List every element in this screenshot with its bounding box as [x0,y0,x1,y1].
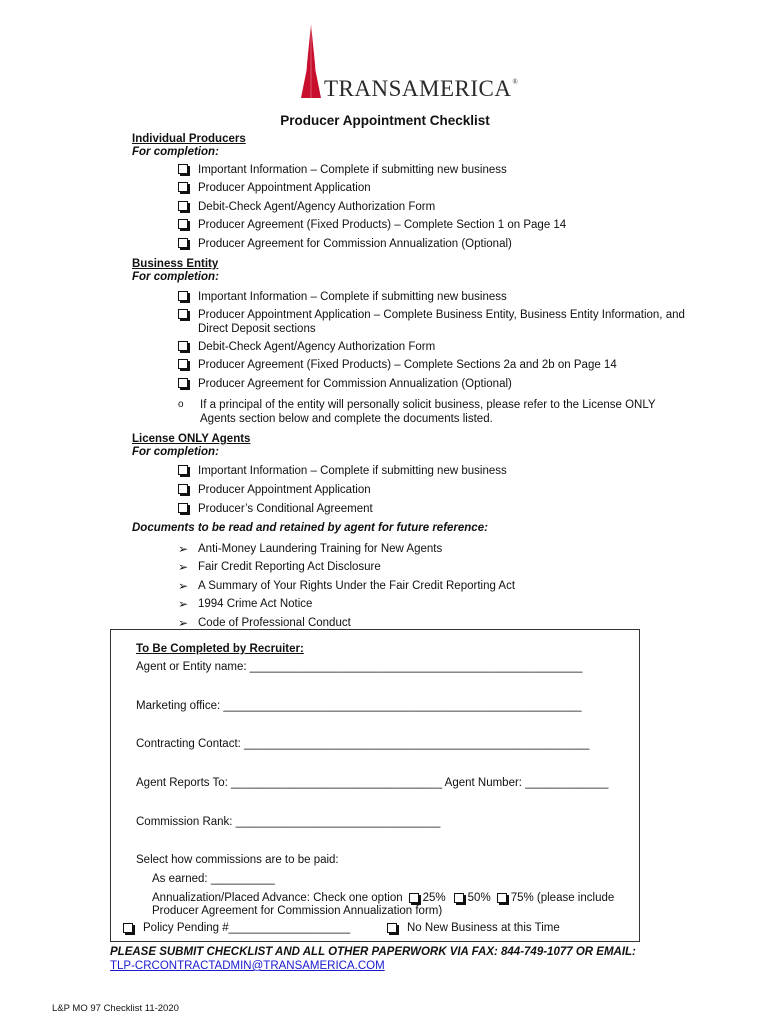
checkbox-50[interactable] [454,893,464,903]
document-item: ➢ Anti-Money Laundering Training for New Agents [178,542,443,556]
as-earned-field[interactable]: As earned: __________ [152,873,275,885]
document-item: ➢ Code of Professional Conduct [178,616,351,630]
commission-select-label: Select how commissions are to be paid: [136,854,339,866]
checkbox[interactable] [178,238,188,248]
marketing-office-field[interactable]: Marketing office: ________________________________________________________ [136,700,582,712]
checkbox[interactable] [178,164,188,174]
checkbox-25[interactable] [409,893,419,903]
agent-name-field[interactable]: Agent or Entity name: ____________________________________________________ [136,661,583,673]
logo-wordmark: TRANSAMERICA® [324,76,519,101]
checklist-item: Producer Agreement (Fixed Products) – Complete Section 1 on Page 14 [178,218,566,232]
document-item: ➢ 1994 Crime Act Notice [178,597,313,611]
individual-producers-heading: Individual Producers For completion: [132,133,246,158]
annualization-note: Producer Agreement for Commission Annualization form) [152,905,443,917]
policy-pending-field: Policy Pending #___________________ [123,922,350,934]
page-title: Producer Appointment Checklist [280,113,490,128]
submit-instructions: PLEASE SUBMIT CHECKLIST AND ALL OTHER PAPERWORK VIA FAX: 844-749-1077 OR EMAIL: [110,946,636,958]
form-id: L&P MO 97 Checklist 11-2020 [52,1003,179,1014]
arrow-bullet-icon: ➢ [178,542,189,556]
checkbox[interactable] [178,291,188,301]
checkbox[interactable] [178,503,188,513]
checklist-item: Debit-Check Agent/Agency Authorization Form [178,200,435,214]
business-entity-heading: Business Entity For completion: [132,258,219,283]
contracting-contact-field[interactable]: Contracting Contact: ______________________________________________________ [136,738,590,750]
commission-rank-field[interactable]: Commission Rank: ________________________________ [136,816,441,828]
arrow-bullet-icon: ➢ [178,597,189,611]
license-only-heading: License ONLY Agents For completion: [132,433,251,458]
arrow-bullet-icon: ➢ [178,616,189,630]
checklist-item: Producer Agreement (Fixed Products) – Complete Sections 2a and 2b on Page 14 [178,358,617,372]
annualization-row: Annualization/Placed Advance: Check one option 25% 50% 75% (please include [152,892,615,904]
documents-heading: Documents to be read and retained by agent for future reference: [132,522,488,534]
email-link[interactable]: TLP-CRCONTRACTADMIN@TRANSAMERICA.COM [110,960,385,972]
checkbox-75[interactable] [497,893,507,903]
document-item: ➢ Fair Credit Reporting Act Disclosure [178,560,381,574]
checklist-item: Important Information – Complete if submitting new business [178,290,507,304]
checklist-item: Producer Appointment Application [178,483,371,497]
checklist-item: Important Information – Complete if submitting new business [178,163,507,177]
checklist-item: Producer Agreement for Commission Annualization (Optional) [178,377,512,391]
checkbox[interactable] [178,378,188,388]
checkbox[interactable] [178,341,188,351]
checklist-item: Producer’s Conditional Agreement [178,502,373,516]
checklist-item: Producer Agreement for Commission Annualization (Optional) [178,237,512,251]
checkbox[interactable] [387,923,397,933]
agent-reports-to-field[interactable]: Agent Reports To: _________________________________ Agent Number: _____________ [136,777,609,789]
checklist-item: Producer Appointment Application [178,181,371,195]
arrow-bullet-icon: ➢ [178,560,189,574]
circle-bullet-icon: o [178,399,184,410]
document-item: ➢ A Summary of Your Rights Under the Fair Credit Reporting Act [178,579,516,593]
principal-note: o If a principal of the entity will personally solicit business, please refer to the License ONLY Agents section below and complete the documents listed. [178,399,656,425]
checklist-item: Important Information – Complete if submitting new business [178,464,507,478]
checkbox[interactable] [178,484,188,494]
checkbox[interactable] [123,923,133,933]
no-new-business-option: No New Business at this Time [387,922,560,934]
checklist-item: Debit-Check Agent/Agency Authorization Form [178,340,435,354]
checkbox[interactable] [178,359,188,369]
checkbox[interactable] [178,309,188,319]
checkbox[interactable] [178,201,188,211]
checkbox[interactable] [178,219,188,229]
checkbox[interactable] [178,465,188,475]
checkbox[interactable] [178,182,188,192]
arrow-bullet-icon: ➢ [178,579,189,593]
recruiter-heading: To Be Completed by Recruiter: [136,643,304,655]
checklist-item: Producer Appointment Application – Complete Business Entity, Business Entity Information, and Direct Deposit sections [178,308,688,336]
